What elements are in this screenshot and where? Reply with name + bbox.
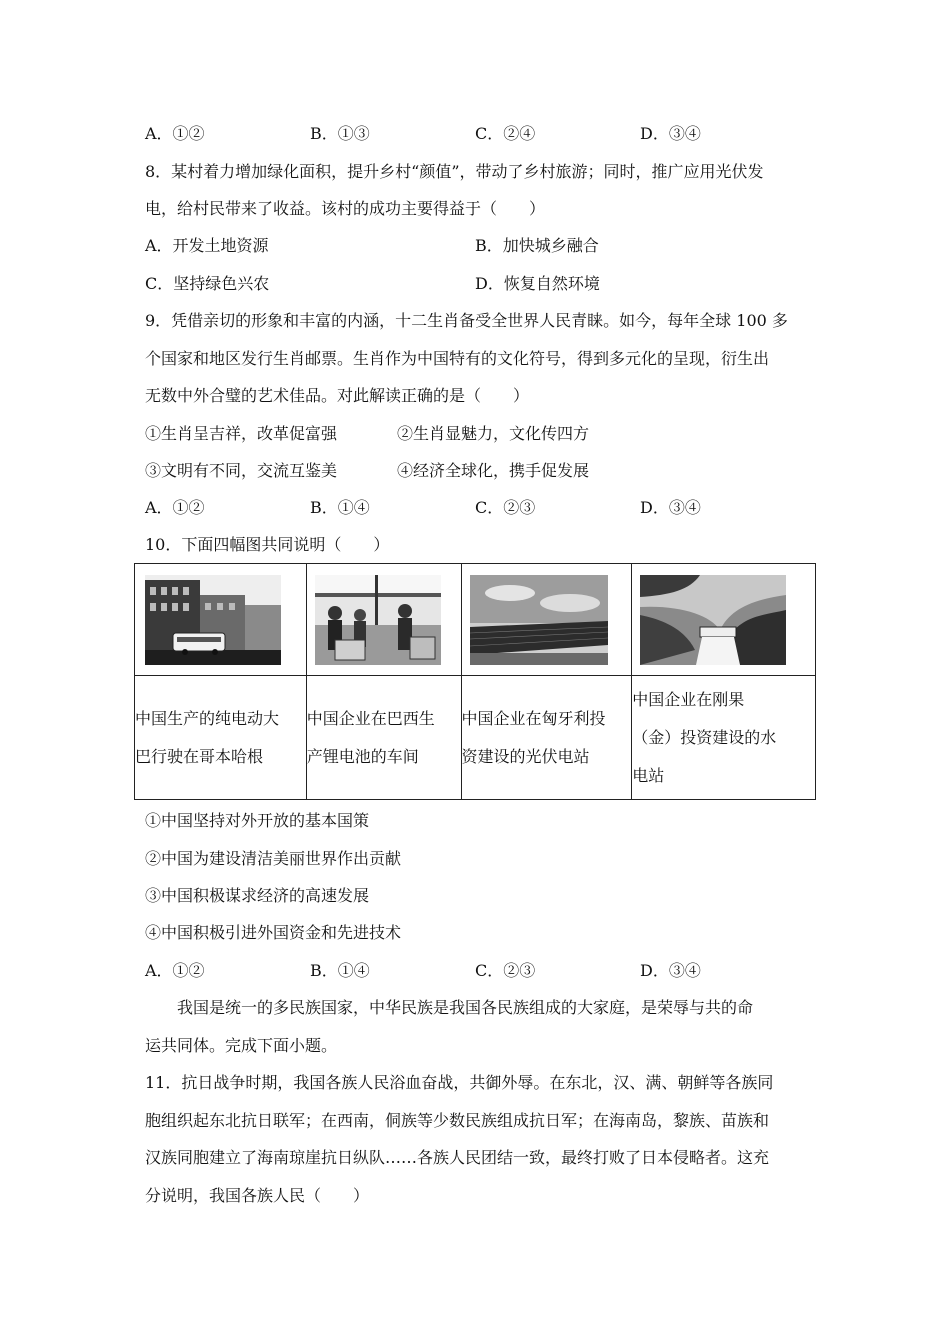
q8-option-c: C．坚持绿色兴农: [145, 274, 270, 293]
battery-workshop-photo: [315, 575, 441, 665]
q10-stem: 10．下面四幅图共同说明（ ）: [145, 535, 390, 554]
q10-caption-4: [632, 676, 816, 800]
q9-statement-4: ④经济全球化，携手促发展: [397, 461, 590, 480]
q8-stem-line-1: 8．某村着力增加绿化面积，提升乡村“颜值”，带动了乡村旅游；同时，推广应用光伏发: [145, 162, 764, 181]
q10-photo-cell-1: [135, 564, 307, 676]
q10-caption-4-line-3: 电站: [632, 765, 665, 785]
q7-option-d: D．③④: [640, 124, 701, 143]
q9-option-b: B．①④: [310, 498, 370, 517]
q10-option-c: C．②③: [475, 961, 536, 980]
q10-caption-3-line-2: 资建设的光伏电站: [461, 746, 590, 766]
q10-caption-4-line-1: 中国企业在刚果: [632, 689, 745, 709]
q10-photo-cell-3: [461, 564, 632, 676]
q8-option-b: B．加快城乡融合: [475, 236, 599, 255]
q10-caption-2: [306, 676, 461, 800]
q10-caption-4-line-2: （金）投资建设的水: [632, 727, 777, 747]
q9-stem-line-1: 9．凭借亲切的形象和丰富的内涵，十二生肖备受全世界人民青睐。如今，每年全球 100 多: [145, 311, 788, 330]
q10-caption-3: [461, 676, 632, 800]
q9-statement-2: ②生肖显魅力，文化传四方: [397, 424, 590, 443]
q10-photo-cell-4: [632, 564, 816, 676]
q10-caption-2-line-2: 产锂电池的车间: [306, 746, 419, 766]
q8-option-d: D．恢复自然环境: [475, 274, 600, 293]
q10-caption-1-line-2: 巴行驶在哥本哈根: [135, 746, 264, 766]
q9-option-d: D．③④: [640, 498, 701, 517]
q10-option-b: B．①④: [310, 961, 370, 980]
q9-statement-3: ③文明有不同，交流互鉴美: [145, 461, 338, 480]
intro-line-2: 运共同体。完成下面小题。: [145, 1036, 338, 1055]
q8-stem-line-2: 电，给村民带来了收益。该村的成功主要得益于（ ）: [145, 199, 546, 218]
bus-photo: [145, 575, 281, 665]
hydropower-photo: [640, 575, 786, 665]
intro-line-1: 我国是统一的多民族国家，中华民族是我国各民族组成的大家庭，是荣辱与共的命: [177, 998, 754, 1017]
q7-option-b: B．①③: [310, 124, 370, 143]
q11-stem-line-3: 汉族同胞建立了海南琼崖抗日纵队……各族人民团结一致，最终打败了日本侵略者。这充: [145, 1148, 770, 1167]
q10-figure-table: [134, 563, 816, 800]
q9-option-a: A．①②: [145, 498, 205, 517]
q10-caption-1-line-1: 中国生产的纯电动大: [135, 708, 280, 728]
q8-option-a: A．开发土地资源: [145, 236, 269, 255]
q11-stem-line-4: 分说明，我国各族人民（ ）: [145, 1186, 370, 1205]
q7-option-c: C．②④: [475, 124, 536, 143]
q10-statement-4: ④中国积极引进外国资金和先进技术: [145, 923, 402, 942]
q9-stem-line-2: 个国家和地区发行生肖邮票。生肖作为中国特有的文化符号，得到多元化的呈现，衍生出: [145, 349, 770, 368]
q11-stem-line-2: 胞组织起东北抗日联军；在西南，侗族等少数民族组成抗日军；在海南岛，黎族、苗族和: [145, 1111, 770, 1130]
q9-statement-1: ①生肖呈吉祥，改革促富强: [145, 424, 338, 443]
q10-caption-2-line-1: 中国企业在巴西生: [306, 708, 435, 728]
q10-option-d: D．③④: [640, 961, 701, 980]
q10-caption-3-line-1: 中国企业在匈牙利投: [461, 708, 606, 728]
q10-statement-1: ①中国坚持对外开放的基本国策: [145, 811, 370, 830]
q10-option-a: A．①②: [145, 961, 205, 980]
q11-stem-line-1: 11．抗日战争时期，我国各族人民浴血奋战，共御外辱。在东北，汉、满、朝鲜等各族同: [145, 1073, 774, 1092]
q10-statement-2: ②中国为建设清洁美丽世界作出贡献: [145, 849, 402, 868]
solar-plant-photo: [470, 575, 608, 665]
q10-caption-1: [135, 676, 307, 800]
q9-stem-line-3: 无数中外合璧的艺术佳品。对此解读正确的是（ ）: [145, 386, 530, 405]
q10-statement-3: ③中国积极谋求经济的高速发展: [145, 886, 370, 905]
q10-photo-cell-2: [306, 564, 461, 676]
q7-option-a: A．①②: [145, 124, 205, 143]
q9-option-c: C．②③: [475, 498, 536, 517]
